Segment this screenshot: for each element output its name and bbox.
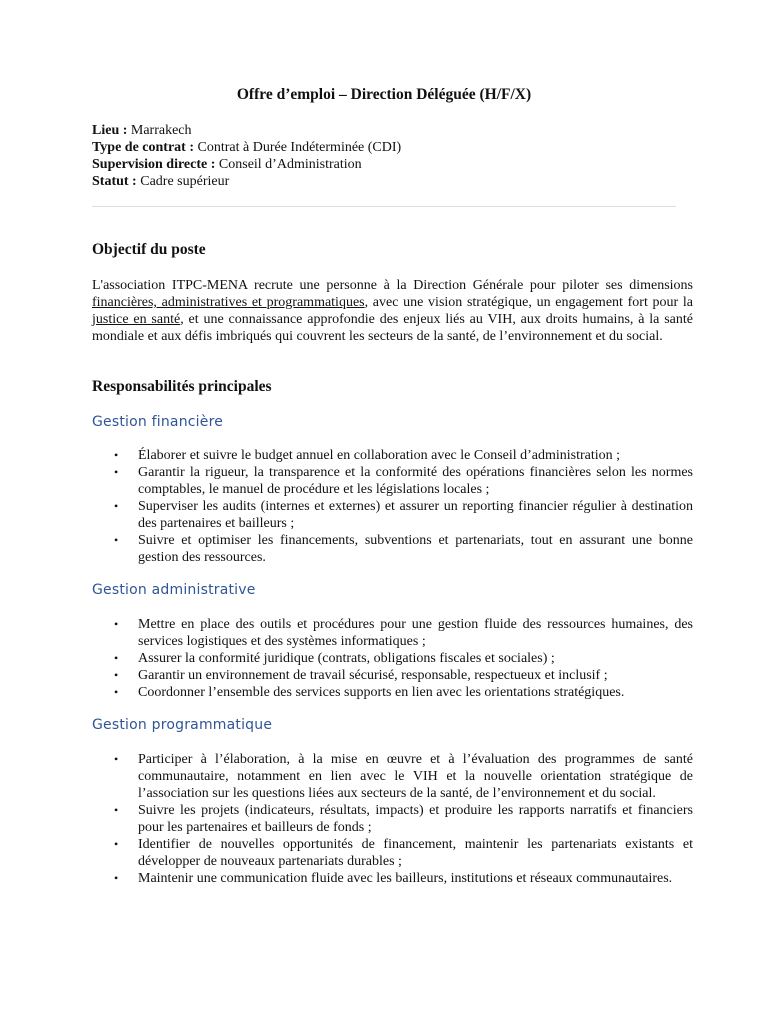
bullet-icon: • xyxy=(114,837,119,851)
list-item xyxy=(92,802,693,836)
list-item xyxy=(92,684,693,701)
objectif-paragraph xyxy=(92,277,693,345)
list-item xyxy=(92,447,693,464)
bullet-icon: • xyxy=(114,448,119,462)
list-item-text: Superviser les audits (internes et externes) et assurer un reporting financier régulier à destination des partenaires et bailleurs ; xyxy=(138,499,693,531)
bullet-icon: • xyxy=(114,651,119,665)
list-item-text: Élaborer et suivre le budget annuel en collaboration avec le Conseil d’administration ; xyxy=(138,448,621,463)
bullet-icon: • xyxy=(114,871,119,885)
meta-label: Lieu : xyxy=(92,123,128,138)
horizontal-divider xyxy=(92,206,676,207)
meta-value: Conseil d’Administration xyxy=(215,157,362,172)
bullet-icon: • xyxy=(114,617,119,631)
meta-value: Marrakech xyxy=(127,123,192,138)
objectif-text-3: , et une connaissance approfondie des enjeux liés au VIH, aux droits humains, à la santé mondiale et aux défis imbriqués qui couvrent les secteurs de la santé, de l’environnement et du social. xyxy=(92,312,693,344)
meta-value: Contrat à Durée Indéterminée (CDI) xyxy=(194,140,402,155)
list-item xyxy=(92,836,693,870)
bullet-icon: • xyxy=(114,533,119,547)
list-item-text: Suivre les projets (indicateurs, résultats, impacts) et produire les rapports narratifs et financiers pour les partenaires et bailleurs de fonds ; xyxy=(138,803,693,835)
meta-value: Cadre supérieur xyxy=(136,174,230,189)
bullet-icon: • xyxy=(114,685,119,699)
list-item xyxy=(92,650,693,667)
bullet-icon: • xyxy=(114,465,119,479)
bullet-icon: • xyxy=(114,668,119,682)
list-item xyxy=(92,616,693,650)
objectif-underline-2: justice en santé xyxy=(92,312,181,327)
meta-contract-type xyxy=(92,139,401,156)
list-item-text: Mettre en place des outils et procédures pour une gestion fluide des ressources humaines, des services logistiques et des systèmes informatiques ; xyxy=(138,617,693,649)
list-gestion-financiere xyxy=(92,447,693,566)
meta-label: Type de contrat : xyxy=(92,140,194,155)
objectif-underline-1: financières, administratives et programmatiques xyxy=(92,295,365,310)
list-item xyxy=(92,751,693,802)
heading-responsabilites: Responsabilités principales xyxy=(92,378,272,395)
meta-label: Supervision directe : xyxy=(92,157,216,172)
heading-objectif: Objectif du poste xyxy=(92,241,206,258)
document-title: Offre d’emploi – Direction Déléguée (H/F/X) xyxy=(236,86,532,103)
list-item xyxy=(92,464,693,498)
list-item xyxy=(92,498,693,532)
list-item xyxy=(92,667,693,684)
job-meta xyxy=(92,122,401,190)
meta-label: Statut : xyxy=(92,174,137,189)
bullet-icon: • xyxy=(114,752,119,766)
subheading-gestion-programmatique: Gestion programmatique xyxy=(92,717,273,733)
list-gestion-programmatique xyxy=(92,751,693,887)
list-item-text: Coordonner l’ensemble des services supports en lien avec les orientations stratégiques. xyxy=(138,685,625,700)
subheading-gestion-administrative: Gestion administrative xyxy=(92,582,256,598)
list-item xyxy=(92,532,693,566)
list-item-text: Assurer la conformité juridique (contrats, obligations fiscales et sociales) ; xyxy=(138,651,555,666)
bullet-icon: • xyxy=(114,803,119,817)
list-item-text: Maintenir une communication fluide avec les bailleurs, institutions et réseaux communautaires. xyxy=(138,871,673,886)
meta-supervision xyxy=(92,156,401,173)
objectif-text-1: L'association ITPC-MENA recrute une personne à la Direction Générale pour piloter ses dimensions xyxy=(92,278,693,293)
list-item xyxy=(92,870,693,887)
bullet-icon: • xyxy=(114,499,119,513)
list-item-text: Identifier de nouvelles opportunités de financement, maintenir les partenariats existants et développer de nouveaux partenariats durables ; xyxy=(138,837,693,869)
subheading-gestion-financiere: Gestion financière xyxy=(92,414,224,430)
list-item-text: Garantir la rigueur, la transparence et la conformité des opérations financières selon les normes comptables, le manuel de procédure et les législations locales ; xyxy=(138,465,693,497)
objectif-text-2: , avec une vision stratégique, un engagement fort pour la xyxy=(364,295,693,310)
list-gestion-administrative xyxy=(92,616,693,701)
meta-status xyxy=(92,173,401,190)
list-item-text: Suivre et optimiser les financements, subventions et partenariats, tout en assurant une bonne gestion des ressources. xyxy=(138,533,693,565)
list-item-text: Garantir un environnement de travail sécurisé, responsable, respectueux et inclusif ; xyxy=(138,668,608,683)
meta-location xyxy=(92,122,401,139)
list-item-text: Participer à l’élaboration, à la mise en œuvre et à l’évaluation des programmes de santé communautaire, notamment en lien avec le VIH et la nouvelle orientation stratégique de l’association sur les questions liées aux secteurs de la santé, de l’environnement et du social. xyxy=(138,752,693,801)
